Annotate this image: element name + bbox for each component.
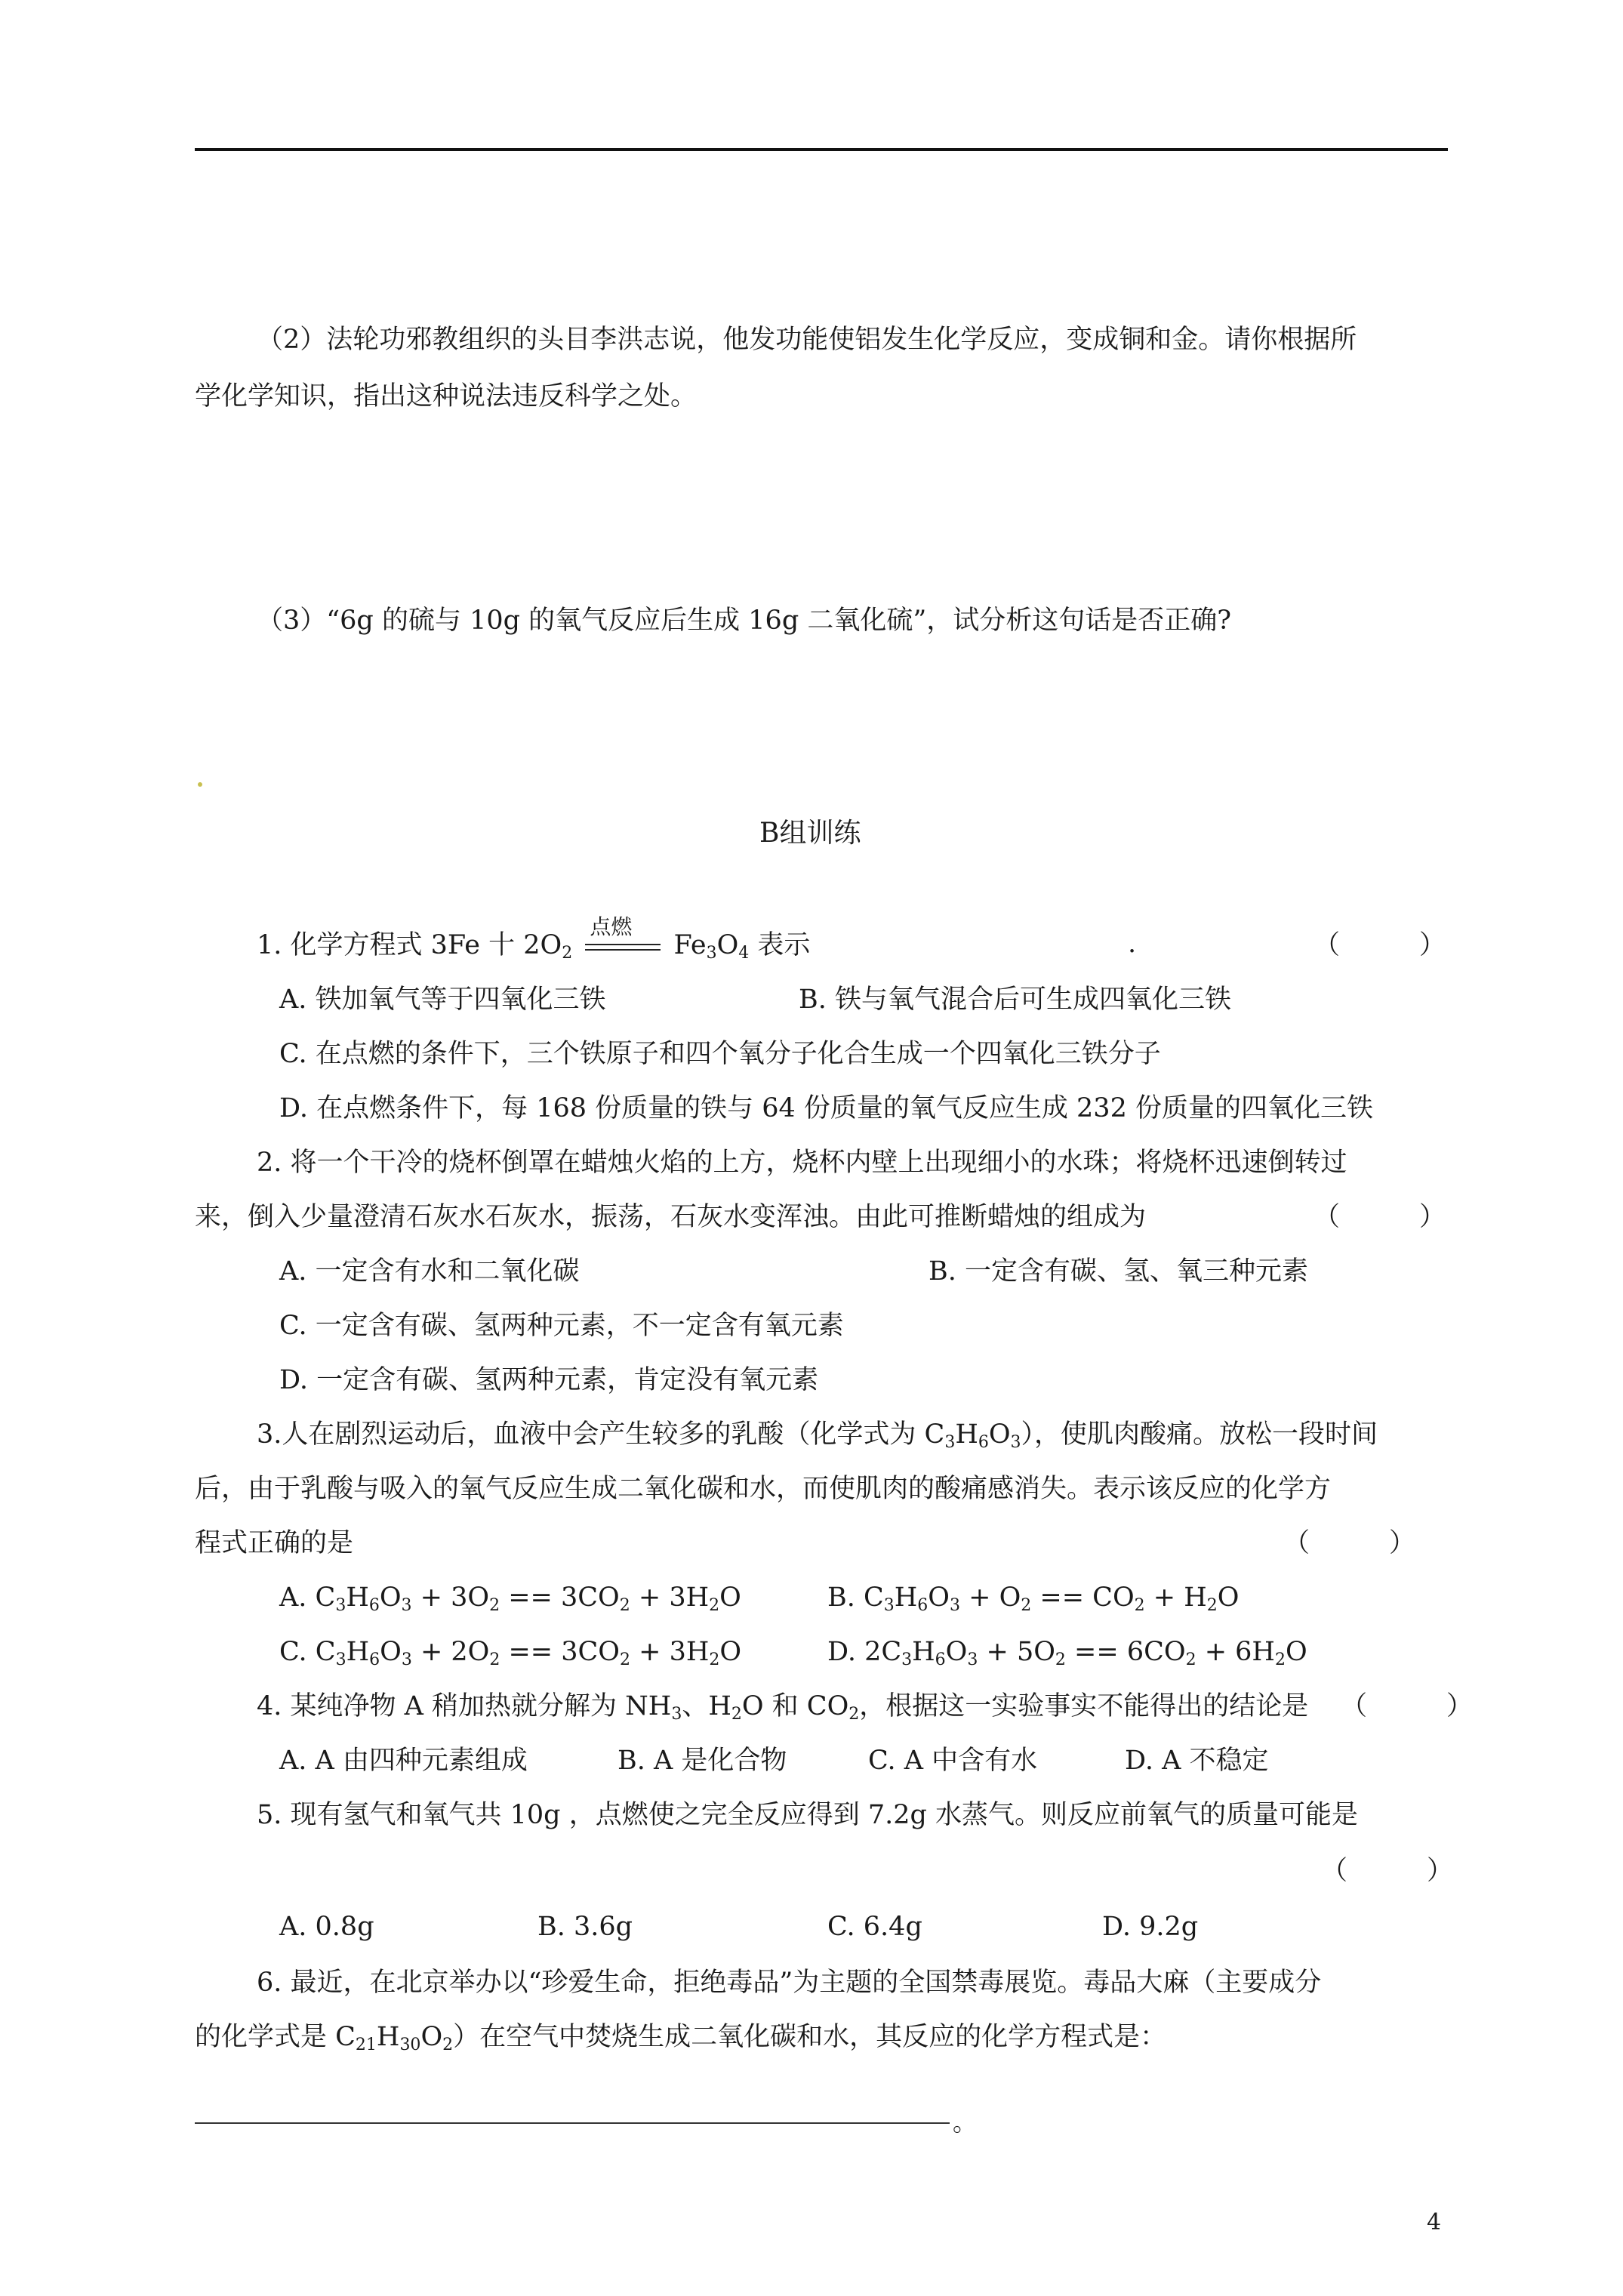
option-label: B.: [827, 1583, 864, 1613]
question-b5-stem: 5. 现有氢气和氧气共 10g ，点燃使之完全反应得到 7.2g 水蒸气。则反应前氧气的质量可能是: [257, 1800, 1359, 1830]
option-label: D.: [827, 1637, 865, 1667]
option-b3-a: A. $C_3H_6O_3 + 3O_2 == 3CO_2 + 3H_2O$: [279, 1583, 741, 1615]
option-b2-d: D. 一定含有碳、氢两种元素，肯定没有氧元素: [279, 1365, 819, 1395]
option-b1-c: C. 在点燃的条件下，三个铁原子和四个氧分子化合生成一个四氧化三铁分子: [279, 1039, 1161, 1069]
page-number: 4: [1427, 2209, 1442, 2236]
section-b-title: B组训练: [759, 818, 861, 849]
option-b1-b: B. 铁与氧气混合后可生成四氧化三铁: [799, 985, 1231, 1015]
question-b2-line1: 2. 将一个干冷的烧杯倒罩在蜡烛火焰的上方，烧杯内壁上出现细小的水珠；将烧杯迅速倒转过: [257, 1148, 1347, 1178]
q1-product-o: O: [716, 930, 739, 960]
option-b4-a: A. A 由四种元素组成: [279, 1746, 528, 1776]
option-b5-a: A. 0.8g: [279, 1912, 374, 1942]
header-rule: [195, 148, 1448, 151]
option-b2-a: A. 一定含有水和二氧化碳: [279, 1256, 580, 1287]
answer-paren-b5: （ ）: [1321, 1856, 1454, 1886]
q4-text-c: O 和 CO: [741, 1691, 849, 1721]
q3-text-a: 3.人在剧烈运动后，血液中会产生较多的乳酸（化学式为 C: [257, 1419, 945, 1450]
question-a3: （3）“6g 的硫与 10g 的氧气反应后生成 16g 二氧化硫”，试分析这句话是否正确?: [257, 606, 1232, 636]
option-b1-d: D. 在点燃条件下，每 168 份质量的铁与 64 份质量的氧气反应生成 232 份质量的四氧化三铁: [279, 1093, 1373, 1123]
reaction-condition-arrow: [585, 914, 661, 962]
scan-speck: [198, 782, 202, 787]
question-b3-line2: 后，由于乳酸与吸入的氧气反应生成二氧化碳和水，而使肌肉的酸痛感消失。表示该反应的化学方: [195, 1474, 1332, 1504]
option-b3-d: D. $2C_3H_6O_3 + 5O_2 == 6CO_2 + 6H_2O$: [827, 1637, 1307, 1669]
option-b5-d: D. 9.2g: [1102, 1912, 1199, 1942]
answer-blank-line: [195, 2122, 950, 2124]
answer-paren-b2: （ ）: [1313, 1202, 1446, 1232]
option-b3-b: B. $C_3H_6O_3 + O_2 == CO_2 + H_2O$: [827, 1583, 1240, 1615]
q1-sub: 2: [562, 944, 573, 963]
q6-text-a: 的化学式是 C: [195, 2022, 356, 2052]
q1-product-sub2: 4: [738, 944, 750, 963]
question-b3-line3: 程式正确的是: [195, 1528, 354, 1558]
q1-product: Fe: [673, 930, 707, 960]
answer-period: 。: [953, 2108, 978, 2137]
option-b5-c: C. 6.4g: [827, 1912, 922, 1942]
option-b1-a: A. 铁加氧气等于四氧化三铁: [279, 985, 606, 1015]
q1-product-sub1: 3: [706, 944, 717, 963]
question-a2-line2: 学化学知识，指出这种说法违反科学之处。: [195, 381, 698, 411]
option-b4-d: D. A 不稳定: [1125, 1746, 1269, 1776]
q1-text-prefix: 1. 化学方程式 3Fe 十 2O: [257, 930, 562, 960]
option-b5-b: B. 3.6g: [537, 1912, 633, 1942]
stray-dot: .: [1128, 929, 1137, 959]
question-b6-line1: 6. 最近，在北京举办以“珍爱生命，拒绝毒品”为主题的全国禁毒展览。毒品大麻（主要成分: [257, 1968, 1322, 1998]
answer-paren-b4: （ ）: [1341, 1691, 1474, 1721]
option-b2-b: B. 一定含有碳、氢、氧三种元素: [929, 1256, 1308, 1287]
option-label: C.: [279, 1637, 316, 1667]
q4-text-a: 4. 某纯净物 A 稍加热就分解为 NH: [257, 1691, 672, 1721]
answer-paren-b1: （ ）: [1313, 930, 1446, 960]
answer-paren-b3: （ ）: [1283, 1528, 1416, 1558]
option-label: A.: [279, 1583, 316, 1613]
option-b3-c: C. $C_3H_6O_3 + 2O_2 == 3CO_2 + 3H_2O$: [279, 1637, 742, 1669]
question-b2-line2: 来，倒入少量澄清石灰水石灰水，振荡，石灰水变浑浊。由此可推断蜡烛的组成为: [195, 1202, 1147, 1232]
option-b4-b: B. A 是化合物: [617, 1746, 787, 1776]
option-b4-c: C. A 中含有水: [868, 1746, 1038, 1776]
q4-text-b: 、H: [682, 1691, 731, 1721]
q6-text-b: ）在空气中焚烧生成二氧化碳和水，其反应的化学方程式是：: [453, 2022, 1167, 2052]
question-b1-stem: [257, 914, 811, 963]
q1-suffix: 表示: [749, 930, 811, 960]
q4-text-d: ，根据这一实验事实不能得出的结论是: [859, 1691, 1309, 1721]
question-b3-line1: 3.人在剧烈运动后，血液中会产生较多的乳酸（化学式为 $C_3H_6O_3$），使肌肉酸痛。放松一段时间: [257, 1419, 1378, 1452]
question-b4-stem: 4. 某纯净物 A 稍加热就分解为 $NH_3$、$H_2O$ 和 $CO_2$，根据这一实验事实不能得出的结论是: [257, 1691, 1309, 1724]
question-a2-line1: （2）法轮功邪教组织的头目李洪志说，他发功能使铝发生化学反应，变成铜和金。请你根据所: [257, 325, 1357, 355]
reaction-condition: 点燃: [590, 914, 633, 939]
q3-text-tail: ），使肌肉酸痛。放松一段时间: [1021, 1419, 1378, 1450]
option-b2-c: C. 一定含有碳、氢两种元素，不一定含有氧元素: [279, 1311, 844, 1341]
question-b6-line2: 的化学式是 $C_{21}H_{30}O_2$）在空气中焚烧生成二氧化碳和水，其反应的化学方程式是：: [195, 2022, 1167, 2054]
